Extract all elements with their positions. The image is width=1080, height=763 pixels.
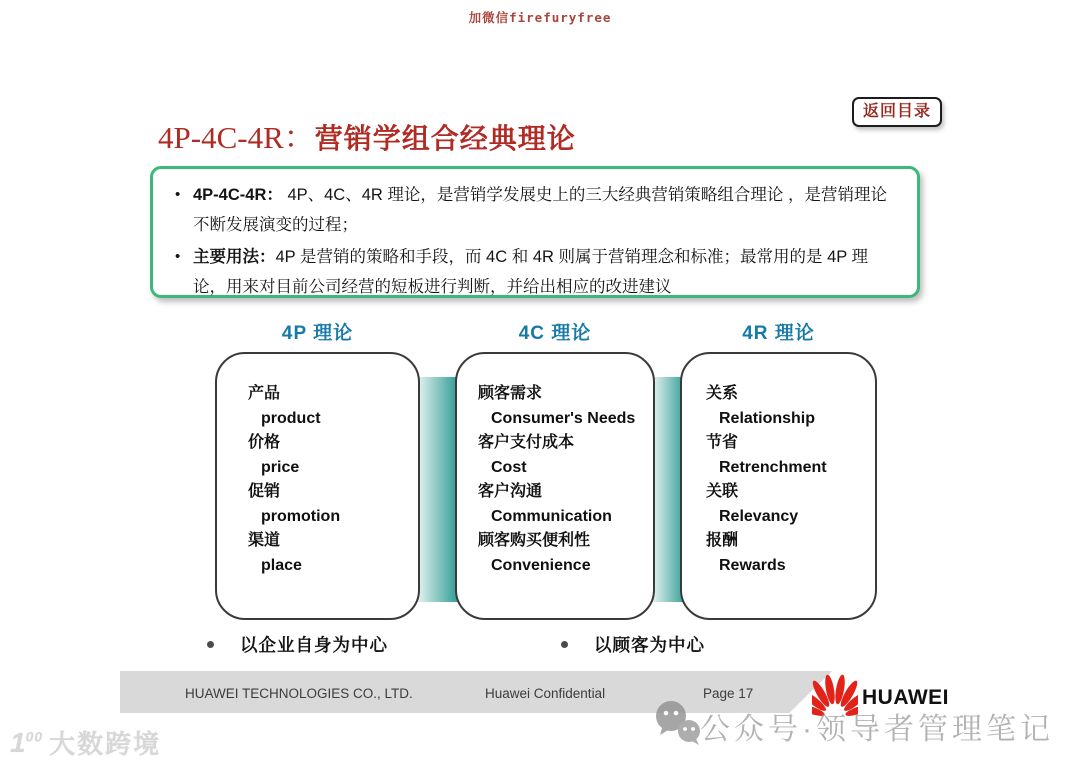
column-header-4c: 4C 理论 — [518, 323, 592, 344]
item-zh: 价格 — [248, 434, 281, 451]
item-zh: 渠道 — [248, 532, 281, 549]
theory-box-4p — [215, 352, 420, 620]
footnote-text: 以顾客为中心 — [594, 635, 705, 655]
watermark-logo-icon: $1^{00}$ — [10, 726, 44, 758]
item-en: Relationship — [719, 409, 816, 427]
summary-box — [150, 166, 920, 298]
footer-confidential: Huawei Confidential — [485, 686, 606, 701]
item-en: promotion — [261, 507, 341, 525]
summary-bullet — [171, 180, 895, 240]
column-header-4p: 4P 理论 — [281, 323, 354, 344]
watermark-bottom-left — [10, 724, 161, 761]
page-title — [158, 112, 576, 157]
column-header-4r: 4R 理论 — [742, 323, 815, 344]
watermark-top: 加微信firefuryfree — [468, 10, 612, 25]
item-en: Retrenchment — [719, 458, 827, 476]
bullet-dot-icon — [207, 641, 214, 648]
summary-bullet — [171, 242, 895, 302]
item-zh: 客户支付成本 — [478, 434, 575, 451]
footnote-customer-centric — [561, 632, 705, 657]
title-prefix: 4P-4C-4R： — [158, 120, 315, 155]
item-en: Rewards — [719, 556, 786, 574]
item-zh: 关系 — [706, 385, 739, 402]
item-zh: 关联 — [706, 483, 739, 500]
item-zh: 顾客购买便利性 — [478, 532, 591, 549]
item-zh: 报酬 — [706, 532, 739, 549]
watermark-bottom-right: 公众号·领导者管理笔记 — [700, 713, 1054, 746]
item-zh: 客户沟通 — [478, 483, 543, 500]
item-zh: 节省 — [706, 434, 739, 451]
item-en: Communication — [491, 507, 612, 525]
item-en: product — [261, 409, 321, 427]
item-en: price — [261, 458, 300, 476]
bullet-text: 4P 是营销的策略和手段，而 4C 和 4R 则属于营销理念和标准；最常用的是 4P 理论，用来对目前公司经营的短板进行判断，并给出相应的改进建议 — [193, 248, 869, 296]
item-zh: 顾客需求 — [478, 385, 543, 402]
footnote-text: 以企业自身为中心 — [240, 635, 388, 655]
huawei-wordmark: HUAWEI — [862, 685, 949, 709]
footer-page-number: Page 17 — [703, 686, 754, 701]
footnote-enterprise-centric — [207, 632, 388, 657]
item-en: Relevancy — [719, 507, 799, 525]
wechat-icon — [652, 700, 704, 751]
item-en: Convenience — [491, 556, 591, 574]
item-en: Cost — [491, 458, 527, 476]
footer-company: HUAWEI TECHNOLOGIES CO., LTD. — [185, 686, 413, 701]
bullet-dot-icon: • — [175, 248, 181, 265]
bullet-lead: 主要用法： — [193, 248, 276, 266]
item-en: Consumer's Needs — [491, 409, 636, 427]
bullet-text: 4P、4C、4R 理论，是营销学发展史上的三大经典营销策略组合理论 ，是营销理论不断发展演变的过程； — [193, 186, 887, 234]
back-to-toc-button[interactable]: 返回目录 — [852, 97, 942, 127]
theory-box-4c — [455, 352, 655, 620]
theory-box-4r — [680, 352, 877, 620]
bullet-dot-icon — [561, 641, 568, 648]
item-zh: 促销 — [248, 483, 281, 500]
item-en: place — [261, 556, 302, 574]
item-zh: 产品 — [248, 385, 281, 402]
title-text: 营销学组合经典理论 — [314, 123, 576, 154]
bullet-dot-icon: • — [175, 186, 181, 203]
watermark-text: 大数跨境 — [49, 729, 162, 759]
bullet-lead: 4P-4C-4R： — [193, 186, 283, 204]
